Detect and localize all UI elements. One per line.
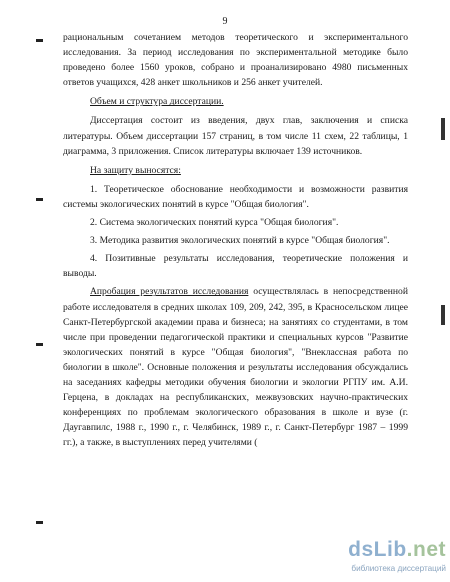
heading-defense: На защиту выносятся: bbox=[90, 164, 181, 176]
watermark bbox=[328, 538, 446, 578]
approbation-text: осуществлялась в непосредственной работе исследователя в средних школах 109, 209, 242, 395, в Красносельском лицее Санкт-Петербургской академии права и бизнеса; на занятиях со студентами, в том числе при проведении педагогической практики и специальных курсов "Развитие экологических понятий в курсе "Общая биология", "Внеклассная работа по биологии в школе". Основные положения и результаты исследования обсуждались на заседаниях кафедры методики обучения биологии и экологии РГПУ им. А.И. Герцена, в докладах на республиканских, межвузовских научно-практических конференциях по проблемам экологического образования в школе и вузе (г. Даугавпилс, 1988 г., 1990 г., г. Челябинск, 1989 г., г. Санкт-Петербург 1987 – 1999 гг.), а также, в выступлениях перед учителями ( bbox=[63, 286, 408, 449]
heading-structure: Объем и структура диссертации. bbox=[90, 96, 224, 108]
defense-item-4: 4. Позитивные результаты исследования, теоретические положения и выводы. bbox=[63, 253, 408, 280]
scan-edge bbox=[441, 305, 445, 325]
defense-item-1: 1. Теоретическое обоснование необходимости и возможности развития системы экологических понятий в курсе "Общая биология". bbox=[63, 183, 408, 210]
watermark-subtitle: библиотека диссертаций bbox=[351, 564, 446, 573]
margin-mark bbox=[36, 39, 43, 42]
margin-mark bbox=[36, 198, 43, 201]
defense-item-3: 3. Методика развития экологических понятий в курсе "Общая биология". bbox=[90, 235, 390, 247]
approbation-heading: Апробация результатов исследования bbox=[90, 286, 249, 298]
scan-edge bbox=[441, 118, 445, 140]
watermark-logo: dsLib.net bbox=[348, 538, 446, 561]
paragraph-methods: рациональным сочетанием методов теоретического и экспериментального исследования. За период исследования по экспериментальной методике было проведено более 1560 уроков, собрано и проанализировано 4980 письменных ответов учащихся, 428 анкет школьников и 256 анкет учителей. bbox=[63, 32, 408, 89]
paragraph-approbation bbox=[63, 284, 408, 450]
margin-mark bbox=[36, 521, 43, 524]
page-number: 9 bbox=[222, 16, 228, 27]
defense-item-2: 2. Система экологических понятий курса "Общая биология". bbox=[90, 217, 339, 229]
body-text bbox=[63, 30, 408, 450]
margin-mark bbox=[36, 343, 43, 346]
paragraph-structure: Диссертация состоит из введения, двух глав, заключения и списка литературы. Объем диссертации 157 страниц, в том числе 11 схем, 22 таблицы, 1 диаграмма, 3 приложения. Список литературы включает 139 источников. bbox=[63, 115, 408, 157]
